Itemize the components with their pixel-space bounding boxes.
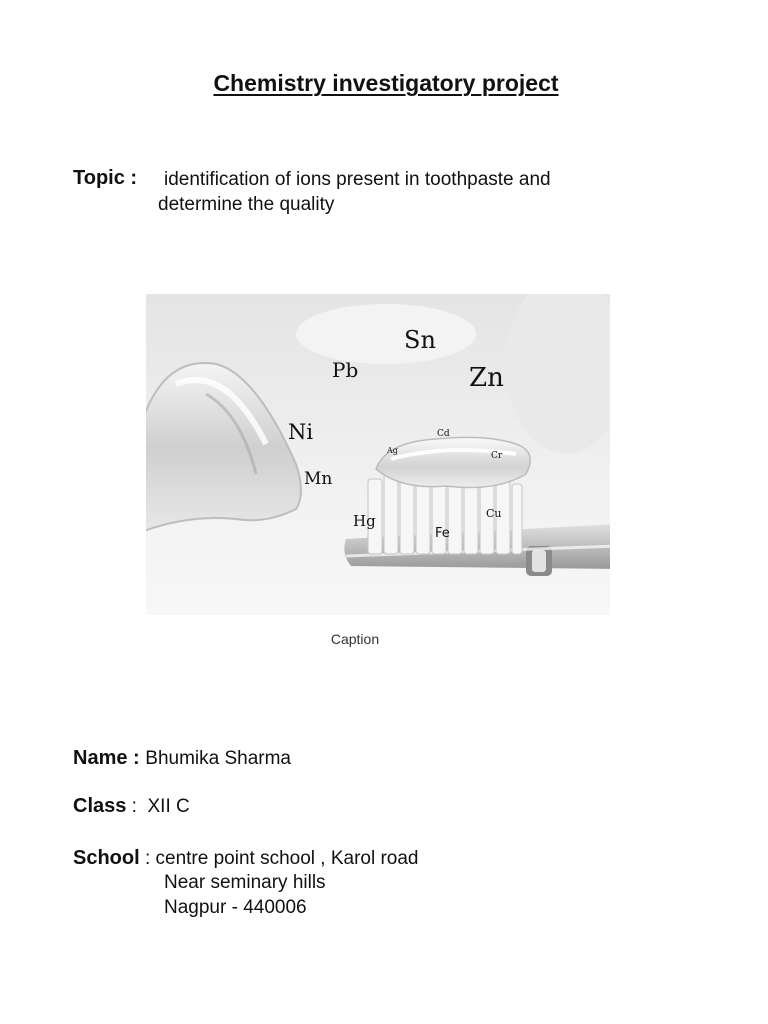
topic-line-2: determine the quality	[158, 194, 335, 215]
school-line-3: Nagpur - 440006	[164, 897, 307, 918]
ion-label-hg: Hg	[353, 512, 376, 530]
topic-text	[158, 167, 638, 217]
toothpaste-ions-image	[146, 294, 610, 615]
topic-line-1: identification of ions present in toothpaste and	[164, 169, 551, 190]
ion-label-cr: Cr	[491, 451, 503, 461]
figure-caption: Caption	[330, 631, 380, 647]
school-line-1: centre point school , Karol road	[155, 848, 419, 869]
name-row	[73, 747, 291, 770]
ion-label-ni: Ni	[288, 420, 314, 444]
school-label: School	[73, 847, 140, 869]
class-value: XII C	[147, 796, 190, 817]
ion-label-cd: Cd	[437, 429, 450, 439]
ion-label-cu: Cu	[486, 507, 502, 520]
name-separator: :	[127, 747, 146, 769]
ion-label-ag: Ag	[387, 446, 398, 455]
page-title: Chemistry investigatory project	[213, 70, 559, 96]
school-line-2: Near seminary hills	[164, 872, 326, 893]
topic-label: Topic :	[73, 167, 138, 189]
name-value: Bhumika Sharma	[145, 748, 291, 769]
class-label: Class	[73, 795, 127, 817]
name-label: Name	[73, 747, 128, 769]
school-row	[73, 847, 419, 870]
class-separator: :	[126, 796, 148, 817]
ion-label-pb: Pb	[332, 358, 359, 382]
ion-label-sn: Sn	[404, 326, 436, 354]
ion-label-fe: Fe	[435, 526, 450, 541]
school-address	[164, 870, 326, 920]
ion-label-mn: Mn	[304, 469, 333, 489]
school-separator: :	[139, 848, 156, 869]
class-row	[73, 795, 190, 818]
ion-label-zn: Zn	[469, 363, 504, 393]
